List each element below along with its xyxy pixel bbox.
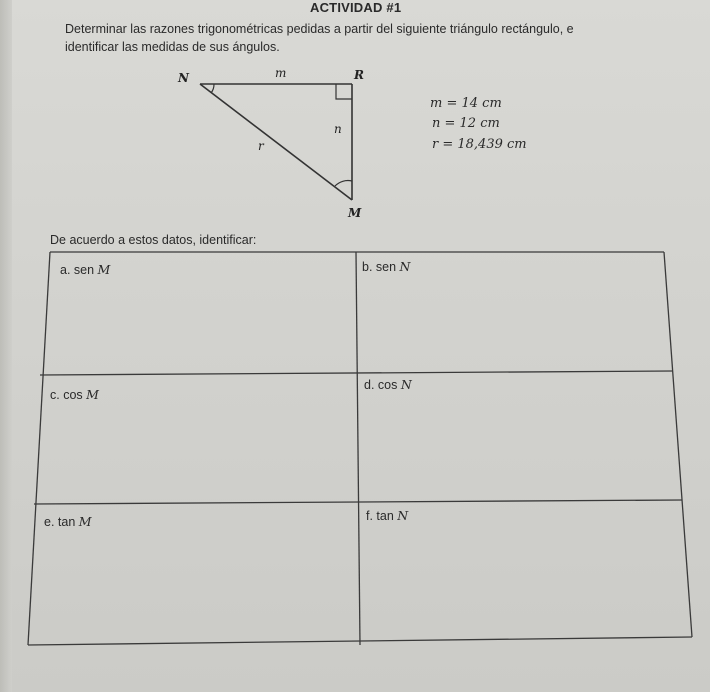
activity-title: ACTIVIDAD #1 <box>310 0 402 15</box>
cell-d-label <box>364 377 412 392</box>
side-n-label: n <box>334 122 342 136</box>
angle-n-arc <box>211 84 214 93</box>
data-m-name: m <box>430 96 443 111</box>
vertex-m-label: M <box>348 206 362 220</box>
vertex-r-label: R <box>354 68 364 82</box>
data-n-name: n <box>432 116 441 131</box>
cell-e-prefix: e. tan <box>44 515 79 529</box>
side-r-label: r <box>258 139 264 153</box>
cell-d-var: N <box>400 377 412 392</box>
answer-table-lines <box>28 252 692 645</box>
data-r-name: r <box>432 137 439 152</box>
data-m <box>430 96 502 111</box>
data-n-value: = 12 cm <box>444 116 500 131</box>
side-r-line <box>200 84 352 200</box>
cell-c-label <box>50 387 99 402</box>
cell-b-label <box>362 259 410 274</box>
cell-c-var: M <box>86 387 99 402</box>
right-angle-mark <box>336 84 352 99</box>
table-intro: De acuerdo a estos datos, identificar: <box>50 233 257 247</box>
cell-a-prefix: a. sen <box>60 263 98 277</box>
right-triangle <box>200 84 352 200</box>
cell-f-label <box>366 508 408 523</box>
cell-a-var: M <box>97 262 111 277</box>
table-row-divider-1 <box>40 371 672 375</box>
cell-b-prefix: b. sen <box>362 260 400 274</box>
table-center-divider <box>356 252 360 645</box>
instructions-line-1: Determinar las razones trigonométricas pedidas a partir del siguiente triángulo rectángulo, e <box>65 22 574 36</box>
cell-f-prefix: f. tan <box>366 509 398 523</box>
data-r <box>432 137 527 152</box>
table-right-border <box>664 252 692 637</box>
cell-c-prefix: c. cos <box>50 388 87 402</box>
cell-f-var: N <box>397 508 409 523</box>
cell-d-prefix: d. cos <box>364 378 401 392</box>
data-r-value: = 18,439 cm <box>442 137 527 152</box>
vertex-n-label: N <box>178 71 189 85</box>
cell-e-label <box>44 514 92 529</box>
angle-m-arc <box>335 181 352 186</box>
cell-a-label <box>60 262 110 277</box>
data-m-value: = 14 cm <box>446 96 502 111</box>
cell-b-var: N <box>399 259 411 274</box>
instructions-line-2: identificar las medidas de sus ángulos. <box>65 40 280 54</box>
data-n <box>432 116 500 131</box>
cell-e-var: M <box>78 514 92 529</box>
table-left-border <box>28 252 50 645</box>
side-m-label: m <box>275 66 287 80</box>
